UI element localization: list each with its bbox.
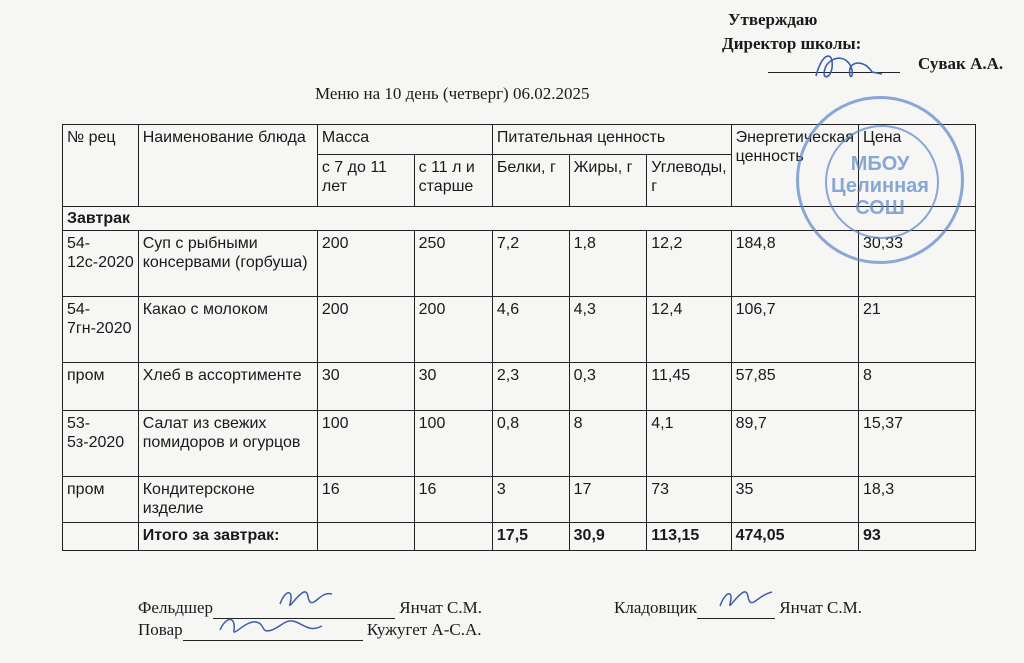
dish-cell: Кондитерсконе изделие: [138, 477, 317, 523]
rec-cell: 54-12с-2020: [63, 231, 139, 297]
protein-cell: 3: [492, 477, 569, 523]
menu-table: [62, 124, 976, 551]
storekeeper-label: Кладовщик: [614, 598, 697, 617]
mass-11-plus-cell: 100: [414, 411, 492, 477]
energy-cell: 89,7: [731, 411, 858, 477]
header-mass: Масса: [317, 125, 492, 155]
carbs-cell: 12,2: [647, 231, 731, 297]
cook-name: Кужугет А-С.А.: [366, 620, 482, 639]
medic-name: Янчат С.М.: [399, 598, 482, 617]
rec-cell: 53-5з-2020: [63, 411, 139, 477]
total-fat: 30,9: [569, 523, 647, 551]
price-cell: 21: [858, 297, 975, 363]
mass-11-plus-cell: 16: [414, 477, 492, 523]
cook-signature-line: [183, 620, 363, 641]
protein-cell: 7,2: [492, 231, 569, 297]
dish-cell: Салат из свежих помидоров и огурцов: [138, 411, 317, 477]
approve-word: Утверждаю: [728, 10, 818, 29]
director-name: Сувак А.А.: [918, 54, 1004, 73]
header-age-7-11: с 7 до 11 лет: [317, 155, 414, 207]
total-price: 93: [858, 523, 975, 551]
total-empty-cell: [414, 523, 492, 551]
total-protein: 17,5: [492, 523, 569, 551]
energy-cell: 106,7: [731, 297, 858, 363]
table-row: [63, 231, 976, 297]
cook-label: Повар: [138, 620, 183, 639]
table-row: [63, 297, 976, 363]
price-cell: 15,37: [858, 411, 975, 477]
price-cell: 18,3: [858, 477, 975, 523]
protein-cell: 2,3: [492, 363, 569, 411]
mass-7-11-cell: 16: [317, 477, 414, 523]
dish-cell: Какао с молоком: [138, 297, 317, 363]
mass-11-plus-cell: 200: [414, 297, 492, 363]
fat-cell: 1,8: [569, 231, 647, 297]
table-row: [63, 363, 976, 411]
total-carbs: 113,15: [647, 523, 731, 551]
header-fat: Жиры, г: [569, 155, 647, 207]
section-breakfast: Завтрак: [63, 207, 976, 231]
mass-11-plus-cell: 30: [414, 363, 492, 411]
school-stamp: МБОУ Целинная СОШ: [796, 96, 964, 264]
medic-signature-line: [213, 598, 395, 619]
section-breakfast-row: [63, 207, 976, 231]
director-title: Директор школы:: [722, 34, 862, 53]
mass-7-11-cell: 30: [317, 363, 414, 411]
protein-cell: 4,6: [492, 297, 569, 363]
fat-cell: 0,3: [569, 363, 647, 411]
director-signature-line: [768, 72, 900, 73]
rec-cell: пром: [63, 363, 139, 411]
energy-cell: 184,8: [731, 231, 858, 297]
carbs-cell: 73: [647, 477, 731, 523]
header-age-11-plus: с 11 л и старше: [414, 155, 492, 207]
table-row: [63, 411, 976, 477]
header-rec-no: № рец: [63, 125, 139, 207]
menu-title: Меню на 10 день (четверг) 06.02.2025: [315, 84, 590, 103]
energy-cell: 35: [731, 477, 858, 523]
rec-cell: 54-7гн-2020: [63, 297, 139, 363]
total-empty-cell: [317, 523, 414, 551]
protein-cell: 0,8: [492, 411, 569, 477]
energy-cell: 57,85: [731, 363, 858, 411]
medic-signature-row: [138, 598, 482, 619]
storekeeper-signature-line: [697, 598, 775, 619]
carbs-cell: 4,1: [647, 411, 731, 477]
header-row-1: [63, 125, 976, 155]
cook-signature-row: [138, 620, 481, 641]
price-cell: 8: [858, 363, 975, 411]
storekeeper-name: Янчат С.М.: [779, 598, 862, 617]
total-energy: 474,05: [731, 523, 858, 551]
medic-label: Фельдшер: [138, 598, 213, 617]
header-dish-name: Наименование блюда: [138, 125, 317, 207]
carbs-cell: 12,4: [647, 297, 731, 363]
fat-cell: 17: [569, 477, 647, 523]
header-carbs: Углеводы, г: [647, 155, 731, 207]
total-row: [63, 523, 976, 551]
fat-cell: 4,3: [569, 297, 647, 363]
header-energy: Энергетическая ценность: [731, 125, 858, 207]
dish-cell: Хлеб в ассортименте: [138, 363, 317, 411]
price-cell: 30,33: [858, 231, 975, 297]
total-label: Итого за завтрак:: [138, 523, 317, 551]
mass-11-plus-cell: 250: [414, 231, 492, 297]
header-nutrition: Питательная ценность: [492, 125, 731, 155]
mass-7-11-cell: 100: [317, 411, 414, 477]
approval-block: [722, 8, 1004, 73]
table-row: [63, 477, 976, 523]
rec-cell: пром: [63, 477, 139, 523]
carbs-cell: 11,45: [647, 363, 731, 411]
header-price: Цена: [858, 125, 975, 207]
mass-7-11-cell: 200: [317, 231, 414, 297]
fat-cell: 8: [569, 411, 647, 477]
mass-7-11-cell: 200: [317, 297, 414, 363]
dish-cell: Суп с рыбными консервами (горбуша): [138, 231, 317, 297]
storekeeper-signature-row: [614, 598, 862, 619]
total-empty-cell: [63, 523, 139, 551]
header-protein: Белки, г: [492, 155, 569, 207]
